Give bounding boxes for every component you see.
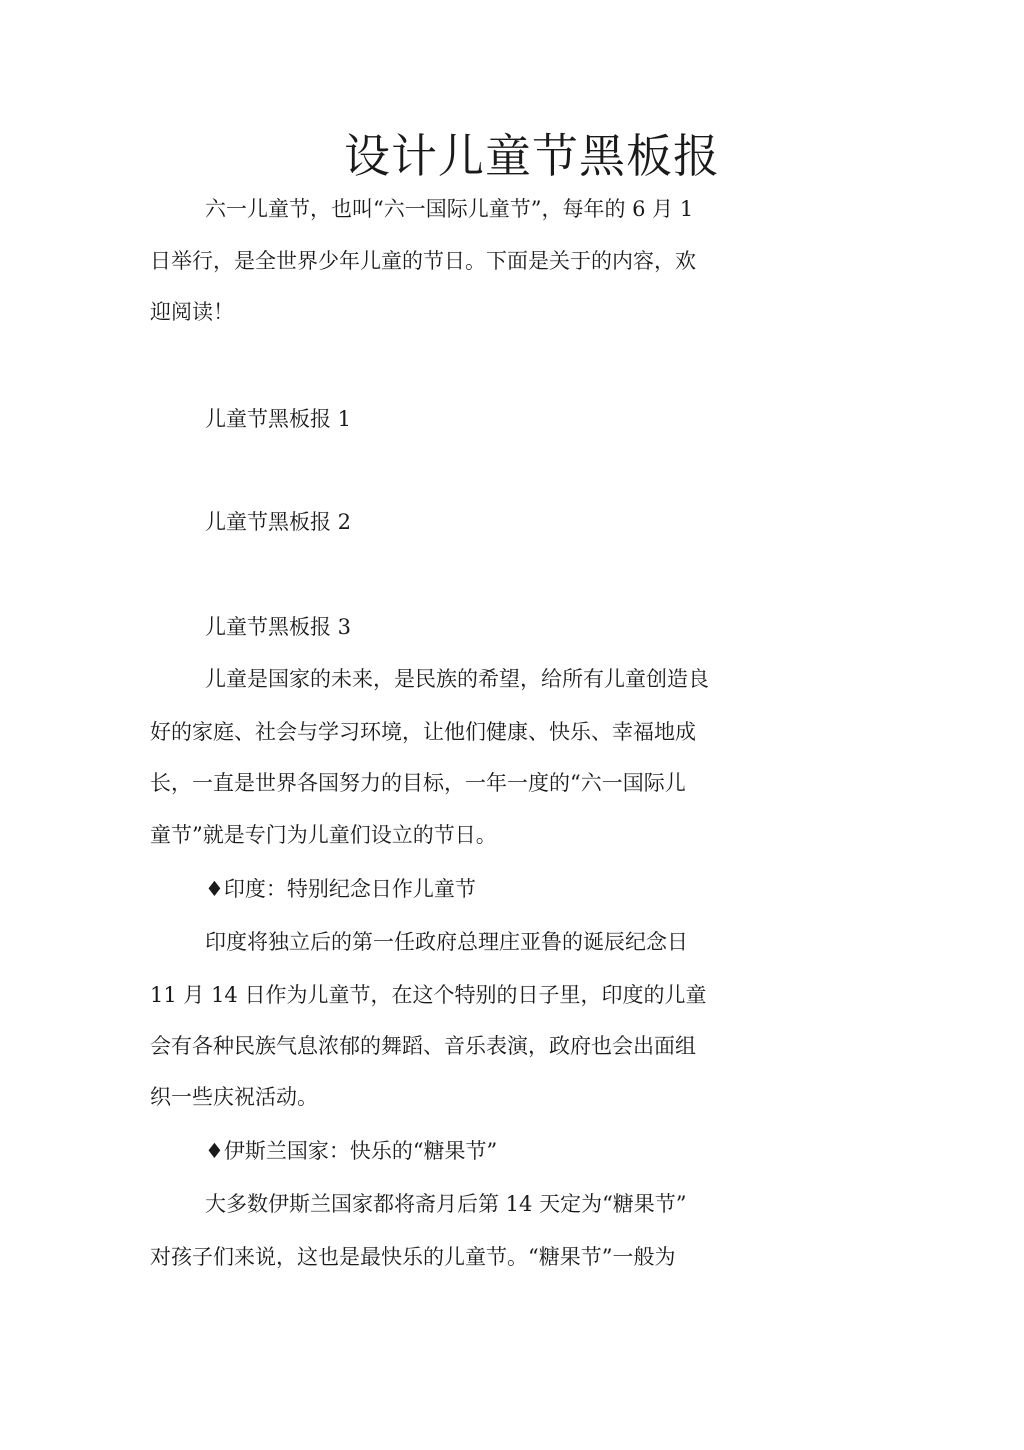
islam-paragraph-line-1: 大多数伊斯兰国家都将斋月后第 14 天定为“糖果节” (205, 1192, 687, 1216)
india-paragraph-line-3: 会有各种民族气息浓郁的舞蹈、音乐表演，政府也会出面组 (150, 1034, 696, 1058)
intro-line-1: 六一儿童节，也叫“六一国际儿童节”，每年的 6 月 1 (205, 197, 694, 221)
india-paragraph-line-2: 11 月 14 日作为儿童节，在这个特别的日子里，印度的儿童 (150, 983, 707, 1007)
section-heading-1: 儿童节黑板报 1 (205, 407, 352, 431)
section-heading-2: 儿童节黑板报 2 (205, 510, 352, 534)
children-paragraph-line-4: 童节”就是专门为儿童们设立的节日。 (150, 823, 497, 847)
india-paragraph-line-4: 织一些庆祝活动。 (150, 1085, 318, 1109)
intro-line-2: 日举行，是全世界少年儿童的节日。下面是关于的内容，欢 (150, 249, 696, 273)
intro-line-3: 迎阅读！ (150, 300, 234, 324)
islam-heading: ♦伊斯兰国家：快乐的“糖果节” (205, 1139, 498, 1163)
india-paragraph-line-1: 印度将独立后的第一任政府总理庄亚鲁的诞辰纪念日 (205, 930, 688, 954)
islam-paragraph-line-2: 对孩子们来说，这也是最快乐的儿童节。“糖果节”一般为 (150, 1245, 676, 1269)
children-paragraph-line-3: 长，一直是世界各国努力的目标，一年一度的“六一国际儿 (150, 771, 686, 795)
children-paragraph-line-1: 儿童是国家的未来，是民族的希望，给所有儿童创造良 (205, 667, 709, 691)
document-title: 设计儿童节黑板报 (344, 129, 720, 183)
children-paragraph-line-2: 好的家庭、社会与学习环境，让他们健康、快乐、幸福地成 (150, 720, 696, 744)
india-heading: ♦印度：特别纪念日作儿童节 (205, 877, 476, 901)
section-heading-3: 儿童节黑板报 3 (205, 615, 352, 639)
